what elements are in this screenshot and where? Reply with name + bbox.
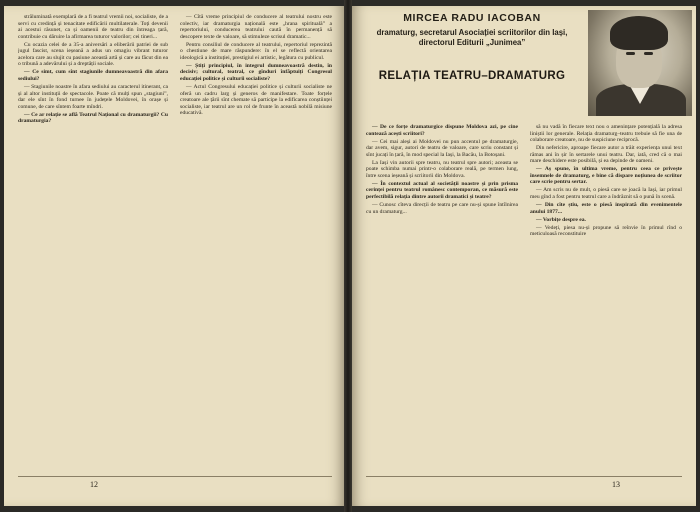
- question: — Știți principiul, în integrul dumneavoastră destin, în decisiv; cultural, teatral, ce gînduri înfăptuiți Congresul educației politice și culturii socialiste?: [180, 62, 332, 82]
- paragraph: La Iași vin autorii spre teatru, nu teatrul spre autori; aceasta se poate schimba numai printr-o colaborare reală, pe termen lung, între scena ieșeană și scriitorii din Moldova.: [366, 159, 518, 179]
- author-role: dramaturg, secretarul Asociației scriitorilor din Iași,: [376, 28, 568, 37]
- paragraph: — Actul Congresului educației politice și culturii socialiste ne oferă un cadru larg și generos de manifestare. Toate forțele creatoare ale țării sînt chemate să participe la edificarea conștiinței socialiste, iar teatrul are un rol de frunte în această nobilă misiune educativă.: [180, 83, 332, 117]
- paragraph: Cu ocazia celei de a 35-a aniversări a eliberării patriei de sub jugul fascist, scena ieșeană a adus un omagiu vibrant tuturor acelora care au slujit cu pasiune această artă și care au făcut din ea o tribună a adevărului și a dreptății sociale.: [18, 41, 168, 68]
- footer-rule: [18, 476, 332, 477]
- right-column-2: [530, 124, 682, 468]
- paragraph: Pentru consiliul de conducere al teatrului, repertoriul reprezintă o chestiune de mare răspundere: în el se reflectă orientarea ideologică a instituției, prestigiul ei artistic, legătura cu publicul.: [180, 41, 332, 61]
- question: — Vorbițe despre ea.: [536, 216, 586, 223]
- paragraph: — Vedeți, piesa nu-și propune să reînvie în primul rînd o meticuloasă reconstituire: [530, 224, 682, 238]
- left-column-2: [180, 14, 332, 468]
- paragraph: — Cei mai aleși ai Moldovei nu pun accentul pe dramaturgie, dar avem, sigur, autori de teatru de valoare, care scriu constant și sînt jucați în țară, în mod special la Iași, la Bacău, la Botoșani.: [366, 138, 518, 158]
- question: — În contextul actual al societății noastre și prin prisma cerinței pentru teatrul românesc contemporan, ce măsură este perfectibilă relația dintre autorii dramatici și teatre?: [366, 180, 518, 200]
- author-name: MIRCEA RADU IACOBAN: [403, 12, 541, 24]
- question: — Din cîte știu, este o piesă inspirată din evenimentele anului 1877...: [530, 202, 682, 215]
- right-page: [352, 6, 696, 506]
- paragraph: străluminată exemplară de a fi teatrul vremii noi, socialiste, de a servi cu credință și tenacitate edificării multilaterale. Toți devenii ai acestui răsunet, ca și oamenii de teatru din întreaga țară, contribuie cu dăruire la afirmarea tuturor valorilor; cei tineri...: [18, 14, 168, 40]
- left-column-1: [18, 14, 168, 468]
- paragraph: — Am scris nu de mult, o piesă care se joacă la Iași, iar primul meu gînd a fost pentru teatrul care a îndrăznit să o pună în scenă.: [530, 187, 682, 200]
- right-column-1: [366, 124, 518, 468]
- book-spine: [344, 0, 352, 512]
- question: — De ce forțe dramaturgice dispune Moldova azi, pe cine contează acești scriitori?: [366, 124, 518, 137]
- paragraph: Din nefericire, aproape fiecare autor a trăit experiența unui text rămas ani în șir în sertarele unui teatru. Dar, iată, cred că o mai mare deschidere este posibilă, și ea depinde de oameni.: [530, 145, 682, 165]
- paragraph: să nu vadă în fiecare text nou o amenințare potențială la adresa liniștii lor generale. Relația dramaturg–teatru trebuie să fie una de colaborare creatoare, nu de suspiciune reciprocă.: [530, 124, 682, 144]
- article-title: RELAȚIA TEATRU–DRAMATURG: [378, 70, 566, 82]
- author-portrait: [588, 10, 692, 116]
- question: — Aș spune, în ultima vreme, pentru ceea ce privește însemnele de dramaturg, e bine că dispare noțiunea de scriitor care scrie pentru sertar.: [530, 166, 682, 186]
- page-number: 12: [90, 480, 98, 489]
- paragraph: — Cunosc cîteva direcții de teatru pe care nu-și spune întîlnirea cu un dramaturg...: [366, 202, 518, 215]
- question: — Ce simt, cum sînt stagiunile dumneavoastră din afara sediului?: [18, 69, 168, 82]
- footer-rule: [366, 476, 682, 477]
- page-number: 13: [612, 480, 620, 489]
- paragraph: — Stagiunile noastre în afara sediului au caracterul itinerant, ca și al altor instituții de spectacole. Poate că mulți spun „stagiuni”, dar ele sînt în fond turnee în județele Moldovei, în orașe și comune, de care sîntem foarte mîndri.: [18, 83, 168, 110]
- question: — Ce ar relație se află Teatrul Național cu dramaturgii? Cu dramaturgia?: [18, 111, 168, 125]
- author-affiliation: directorul Editurii „Junimea”: [418, 38, 526, 47]
- paragraph: — Cîtă vreme principiul de conducere al teatrului nostru este colectiv, iar dramaturgia națională este „hrana spirituală” a repertoriului, conducerea teatrului caută în permanență să descopere texte de valoare, să stimuleze scrisul dramatic...: [180, 14, 332, 40]
- left-page: [4, 6, 344, 506]
